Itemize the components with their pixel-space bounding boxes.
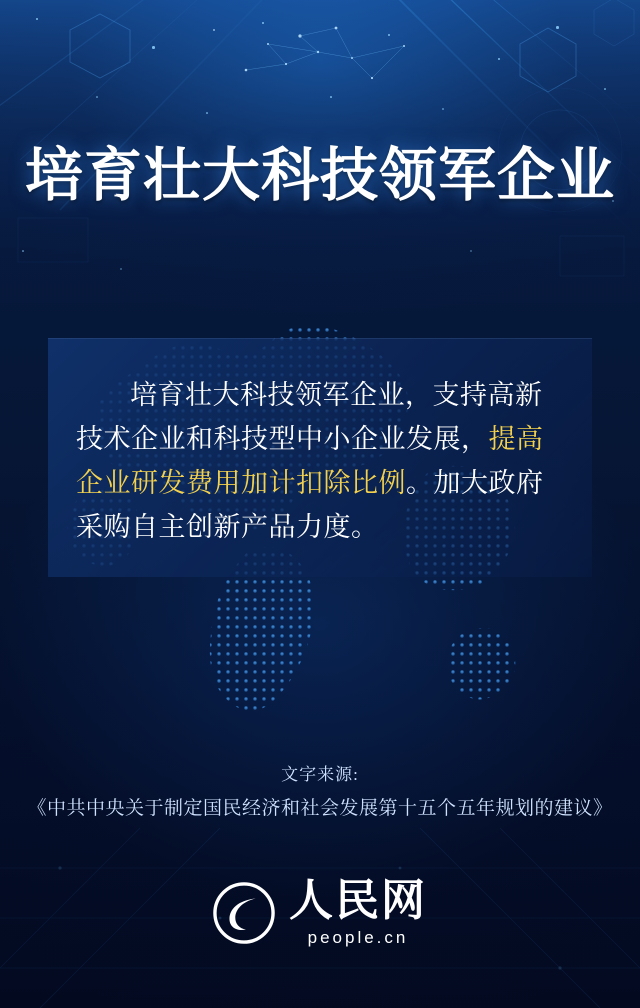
- poster-title: 培育壮大科技领军企业: [24, 143, 615, 208]
- source-document: 《中共中央关于制定国民经济和社会发展第十五个五年规划的建议》: [27, 798, 613, 819]
- source-attribution: [0, 760, 640, 820]
- body-paragraph: [76, 373, 564, 549]
- logo-name-cn: 人民网: [289, 876, 427, 925]
- body-segment-1: 培育壮大科技领军企业，支持高新技术企业和科技型中小企业发展，: [76, 380, 543, 454]
- source-label: 文字来源:: [281, 765, 359, 784]
- people-cn-logo[interactable]: [0, 878, 640, 948]
- body-highlight: 提高企业研发费用加计扣除比例: [76, 424, 544, 498]
- body-segment-2: 。加大政府采购自主创新产品力度。: [76, 468, 544, 542]
- people-cn-mark-icon: [213, 882, 275, 944]
- logo-name-en: people.cn: [307, 928, 409, 947]
- people-cn-wordmark: [289, 878, 427, 948]
- body-text-card: [48, 338, 592, 577]
